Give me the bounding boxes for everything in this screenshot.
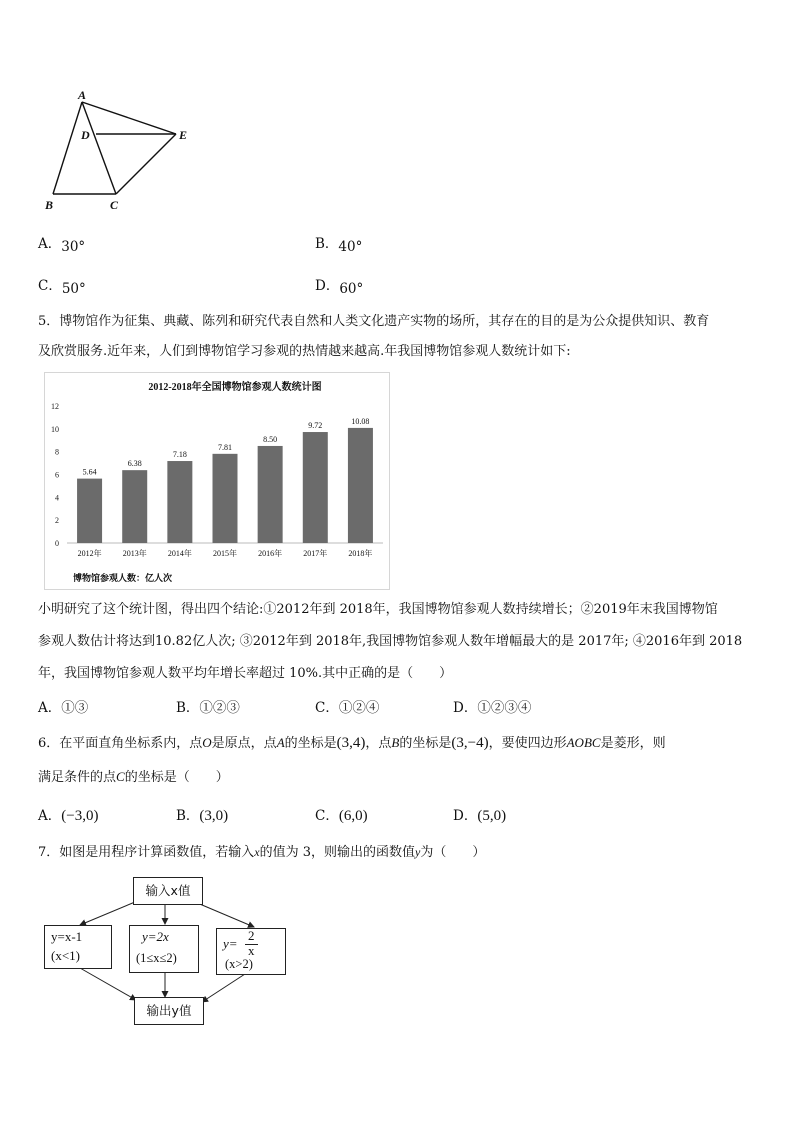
bar	[258, 446, 283, 543]
x-tick-label: 2014年	[167, 549, 192, 558]
option-value: (5,0)	[477, 808, 507, 824]
q6-option-d[interactable]	[453, 804, 506, 825]
q7-text: 的值为 3，则输出的函数值	[259, 845, 416, 860]
quad-aobc: AOBC	[566, 735, 601, 750]
bar-value-label: 6.38	[127, 459, 142, 469]
q6-stem-line2	[38, 767, 229, 788]
left-formula: y=x-1	[51, 929, 83, 944]
y-tick-label: 10	[51, 424, 59, 434]
q6-text: 的坐标是	[399, 736, 452, 751]
y-tick-label: 6	[55, 470, 59, 480]
q6-option-c[interactable]	[315, 804, 368, 825]
option-letter: D．	[315, 278, 340, 294]
arrow-input-left	[80, 902, 135, 925]
segment-ac	[82, 102, 116, 194]
y-tick-label: 2	[55, 516, 59, 526]
option-letter: B．	[315, 236, 339, 252]
option-letter: A．	[38, 236, 62, 252]
bar-chart-frame	[44, 372, 390, 590]
right-formula-y: y=	[223, 936, 238, 951]
bar	[213, 454, 238, 543]
x-tick-label: 2015年	[213, 549, 237, 558]
option-value: ①②③	[199, 700, 240, 716]
bar	[303, 432, 328, 543]
y-tick-label: 4	[55, 493, 59, 503]
q5-option-b[interactable]	[176, 696, 240, 716]
output-box: 输出y值	[134, 997, 204, 1025]
x-tick-label: 2017年	[303, 549, 328, 558]
bar-value-label: 7.18	[172, 450, 187, 460]
y-tick-label: 8	[55, 447, 59, 457]
left-condition: (x<1)	[51, 948, 80, 963]
label-a: A	[78, 88, 87, 102]
q6-text: 是原点，点	[211, 736, 277, 751]
option-letter: C．	[315, 700, 339, 716]
triangle-figure	[36, 88, 206, 213]
option-value: ①②④	[338, 700, 380, 716]
option-letter: A．	[38, 808, 62, 824]
right-denominator: x	[248, 943, 255, 958]
option-value: (6,0)	[338, 808, 368, 824]
q5-option-c[interactable]	[315, 696, 379, 716]
q5-option-a[interactable]	[38, 696, 88, 716]
q5-stem-line2: 及欣赏服务.近年来，人们到博物馆学习参观的热情越来越高.年我国博物馆参观人数统计如下:	[38, 344, 571, 359]
option-letter: A．	[38, 700, 62, 716]
q4-option-d[interactable]	[315, 274, 364, 297]
option-letter: C．	[38, 278, 62, 294]
bar-value-label: 9.72	[308, 421, 323, 431]
right-condition: (x>2)	[225, 957, 253, 971]
option-value: (3,0)	[199, 808, 229, 824]
bar-chart	[45, 373, 389, 589]
point-a: A	[276, 735, 285, 750]
q7-text: 7．如图是用程序计算函数值，若输入	[38, 845, 255, 860]
option-value: 50°	[61, 281, 86, 297]
x-tick-label: 2018年	[348, 549, 373, 558]
option-letter: B．	[176, 808, 200, 824]
bar-value-label: 8.50	[263, 434, 278, 444]
q6-text: ，要使四边形	[488, 736, 567, 751]
x-tick-label: 2016年	[258, 549, 283, 558]
right-numerator: 2	[248, 928, 255, 943]
point-b: B	[391, 735, 400, 750]
arrow-input-right	[195, 902, 254, 927]
option-value: ①②③④	[477, 700, 532, 716]
option-value: 40°	[338, 239, 363, 255]
branch-right-box	[216, 928, 286, 975]
q5-conclusion-line1: 小明研究了这个统计图，得出四个结论:①2012年到 2018年，我国博物馆参观人数持续增长；②2019年末我国博物馆	[38, 602, 718, 617]
option-value: (−3,0)	[61, 808, 99, 824]
q6-text: 是菱形，则	[600, 736, 666, 751]
q5-stem-line1: 5．博物馆作为征集、典藏、陈列和研究代表自然和人类文化遗产实物的场所，其存在的目的是为公众提供知识、教育	[38, 314, 710, 329]
coord-a: (3,4)	[336, 735, 366, 751]
y-tick-label: 12	[51, 402, 59, 411]
label-d: D	[81, 128, 90, 142]
bar	[122, 470, 147, 543]
q7-text: 为（ ）	[420, 845, 486, 860]
q6-text: 的坐标是	[284, 736, 337, 751]
label-e: E	[179, 128, 188, 142]
q6-text: 满足条件的点	[38, 770, 117, 785]
branch-left-box	[44, 925, 112, 969]
branch-mid-box	[129, 925, 199, 973]
bar-value-label: 5.64	[82, 467, 97, 477]
q6-option-a[interactable]	[38, 804, 98, 825]
q6-text: 6．在平面直角坐标系内，点	[38, 736, 203, 751]
bar-value-label: 10.08	[351, 416, 370, 426]
option-value: 60°	[339, 281, 364, 297]
q5-conclusion-line3: 年，我国博物馆参观人数平均年增长率超过 10%.其中正确的是（ ）	[38, 666, 453, 681]
y-tick-label: 0	[55, 539, 59, 548]
x-tick-label: 2013年	[122, 549, 147, 558]
option-letter: D．	[453, 808, 478, 824]
var-y: y	[415, 845, 421, 859]
arrow-right-output	[202, 974, 245, 1002]
bar	[348, 428, 373, 543]
label-b: B	[45, 198, 54, 212]
segment-ae	[82, 102, 176, 134]
q6-option-b[interactable]	[176, 804, 228, 825]
q7-stem	[38, 842, 485, 863]
label-c: C	[110, 198, 119, 212]
q5-conclusion-line2: 参观人数估计将达到10.82亿人次; ③2012年到 2018年,我国博物馆参观人数年增幅最大的是 2017年; ④2016年到 2018	[38, 634, 743, 649]
option-value: 30°	[61, 239, 86, 255]
mid-formula: y=2x	[142, 929, 169, 944]
option-letter: B．	[176, 700, 200, 716]
segment-ab	[53, 102, 82, 194]
q6-text: 的坐标是（ ）	[124, 770, 229, 785]
bar	[77, 479, 102, 543]
bar	[167, 461, 192, 543]
option-letter: D．	[453, 700, 478, 716]
q6-stem-line1	[38, 733, 666, 754]
option-value: ①③	[61, 700, 89, 716]
chart-title: 2012-2018年全国博物馆参观人数统计图	[148, 382, 322, 393]
q4-option-c[interactable]	[38, 274, 86, 297]
mid-condition: (1≤x≤2)	[136, 951, 177, 965]
bar-value-label: 7.81	[218, 442, 232, 452]
option-letter: C．	[315, 808, 339, 824]
chart-footnote: 博物馆参观人数：亿人次	[73, 573, 173, 583]
coord-b: (3,−4)	[451, 735, 489, 751]
q4-option-a[interactable]	[38, 232, 86, 255]
var-x: x	[254, 845, 260, 859]
point-c: C	[116, 769, 125, 784]
arrow-left-output	[80, 968, 136, 1000]
q6-text: ，点	[365, 736, 392, 751]
input-box: 输入x值	[133, 877, 203, 905]
x-tick-label: 2012年	[77, 549, 102, 558]
segment-ec	[116, 134, 176, 194]
q4-option-b[interactable]	[315, 232, 363, 255]
q5-option-d[interactable]	[453, 696, 531, 716]
point-o: O	[202, 735, 212, 750]
